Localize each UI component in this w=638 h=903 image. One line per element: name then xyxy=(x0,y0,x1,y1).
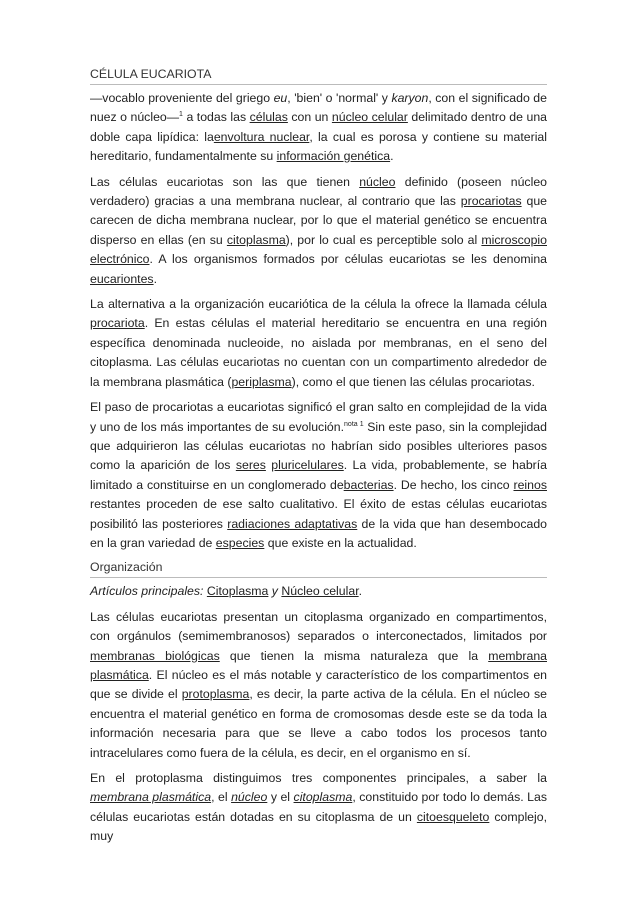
link-nucleo[interactable]: núcleo xyxy=(359,174,396,189)
paragraph-evolucion: El paso de procariotas a eucariotas significó el gran salto en complejidad de la vida y uno de los más importantes de su evolución.$^{nota 1}$ Sin este paso, sin la complejidad que adquirieron las células eucariotas no habrían sido posibles ulteriores pasos como la aparición de los seres pluricelulares. La vida, probablemente, se habría limitado a constituirse en un conglomerado debacterias. De hecho, los cinco reinos restantes proceden de ese salto cualitativo. El éxito de estas células eucariotas posibilitó las posteriores radiaciones adaptativas de la vida que han desembocado en la gran variedad de especies que existe en la actualidad. xyxy=(90,400,548,550)
link-seres[interactable]: seres xyxy=(235,458,266,473)
link-microscopio-electronico[interactable]: microscopio electrónico xyxy=(90,232,547,267)
paragraph-nucleo: Las células eucariotas son las que tienen núcleo definido (poseen núcleo verdadero) gracias a una membrana nuclear, al contrario que las procariotas que carecen de dicha membrana nuclear, por lo que el material genético se encuentra disperso en ellas (en su citoplasma), por lo cual es perceptible solo al microscopio electrónico. A los organismos formados por células eucariotas se les denomina eucariontes. xyxy=(90,174,548,286)
link-periplasma[interactable]: periplasma xyxy=(231,374,292,389)
section-heading-organizacion: Organización xyxy=(90,559,547,578)
link-citoplasma[interactable]: citoplasma xyxy=(226,232,286,247)
link-eucariontes[interactable]: eucariontes xyxy=(90,271,154,286)
paragraph-organulos: Las células eucariotas presentan un citoplasma organizado en compartimentos, con orgánulos (semimembranosos) separados o interconectados, limitados por membranas biológicas que tienen la misma naturaleza que la membrana plasmática. El núcleo es el más notable y característico de los compartimentos en que se divide el protoplasma, es decir, la parte activa de la célula. En el núcleo se encuentra el material genético en forma de cromosomas desde este se da toda la información necesaria para que se lleve a cabo todos los procesos tanto intracelulares como fuera de la célula, es decir, en el organismo en sí. xyxy=(90,609,547,760)
document-title: CÉLULA EUCARIOTA xyxy=(90,66,547,85)
link-celulas[interactable]: células xyxy=(249,110,288,125)
link-envoltura-nuclear[interactable]: envoltura nuclear xyxy=(213,129,310,144)
note-ref[interactable]: nota 1 xyxy=(344,420,364,428)
link-protoplasma[interactable]: protoplasma xyxy=(181,687,250,702)
link-pluricelulares[interactable]: pluricelulares xyxy=(271,458,344,473)
link-nucleo-2[interactable]: núcleo xyxy=(231,790,268,805)
link-informacion-genetica[interactable]: información genética xyxy=(276,149,391,164)
link-nucleo-celular-article[interactable]: Núcleo celular xyxy=(281,584,359,599)
link-membrana-plasmatica[interactable]: membrana plasmática xyxy=(90,648,547,682)
term-eu: eu xyxy=(273,91,288,105)
link-reinos[interactable]: reinos xyxy=(513,477,547,492)
paragraph-alternativa: La alternativa a la organización eucariótica de la célula la ofrece la llamada célula procariota. En estas células el material hereditario se encuentra en una región específica denominada nucleoide, no aislada por membranas, en el seno del citoplasma. Las células eucariotas no cuentan con un compartimento alrededor de la membrana plasmática (periplasma), como el que tienen las células procariotas. xyxy=(90,297,547,389)
link-nucleo-celular[interactable]: núcleo celular xyxy=(331,110,408,125)
link-membrana-plasmatica-2[interactable]: membrana plasmática xyxy=(90,790,212,805)
link-especies[interactable]: especies xyxy=(215,535,265,550)
link-bacterias[interactable]: bacterias xyxy=(343,477,394,492)
link-membranas-biologicas[interactable]: membranas biológicas xyxy=(90,648,220,663)
paragraph-intro: —vocablo proveniente del griego eu, 'bien' o 'normal' y karyon, con el significado de nuez o núcleo—$^1$ a todas las células con un núcleo celular delimitado dentro de una doble capa lipídica: laenvoltura nuclear, la cual es porosa y contiene su material hereditario, fundamentalmente su información genética. xyxy=(90,91,547,164)
link-radiaciones-adaptativas[interactable]: radiaciones adaptativas xyxy=(227,516,358,531)
link-procariota[interactable]: procariota xyxy=(90,316,145,331)
link-citoplasma-article[interactable]: Citoplasma xyxy=(206,584,269,599)
term-karyon: karyon xyxy=(391,91,429,105)
footnote-ref[interactable]: 1 xyxy=(179,111,183,119)
paragraph-articulos: Artículos principales: Citoplasma y Núcleo celular. xyxy=(90,584,363,599)
link-procariotas[interactable]: procariotas xyxy=(460,194,522,209)
paragraph-protoplasma: En el protoplasma distinguimos tres componentes principales, a saber la membrana plasmática, el núcleo y el citoplasma, constituido por todo lo demás. Las células eucariotas están dotadas en su citoplasma de un citoesqueleto complejo, muy xyxy=(90,771,547,844)
link-citoesqueleto[interactable]: citoesqueleto xyxy=(416,809,490,824)
link-citoplasma-2[interactable]: citoplasma xyxy=(293,790,353,805)
